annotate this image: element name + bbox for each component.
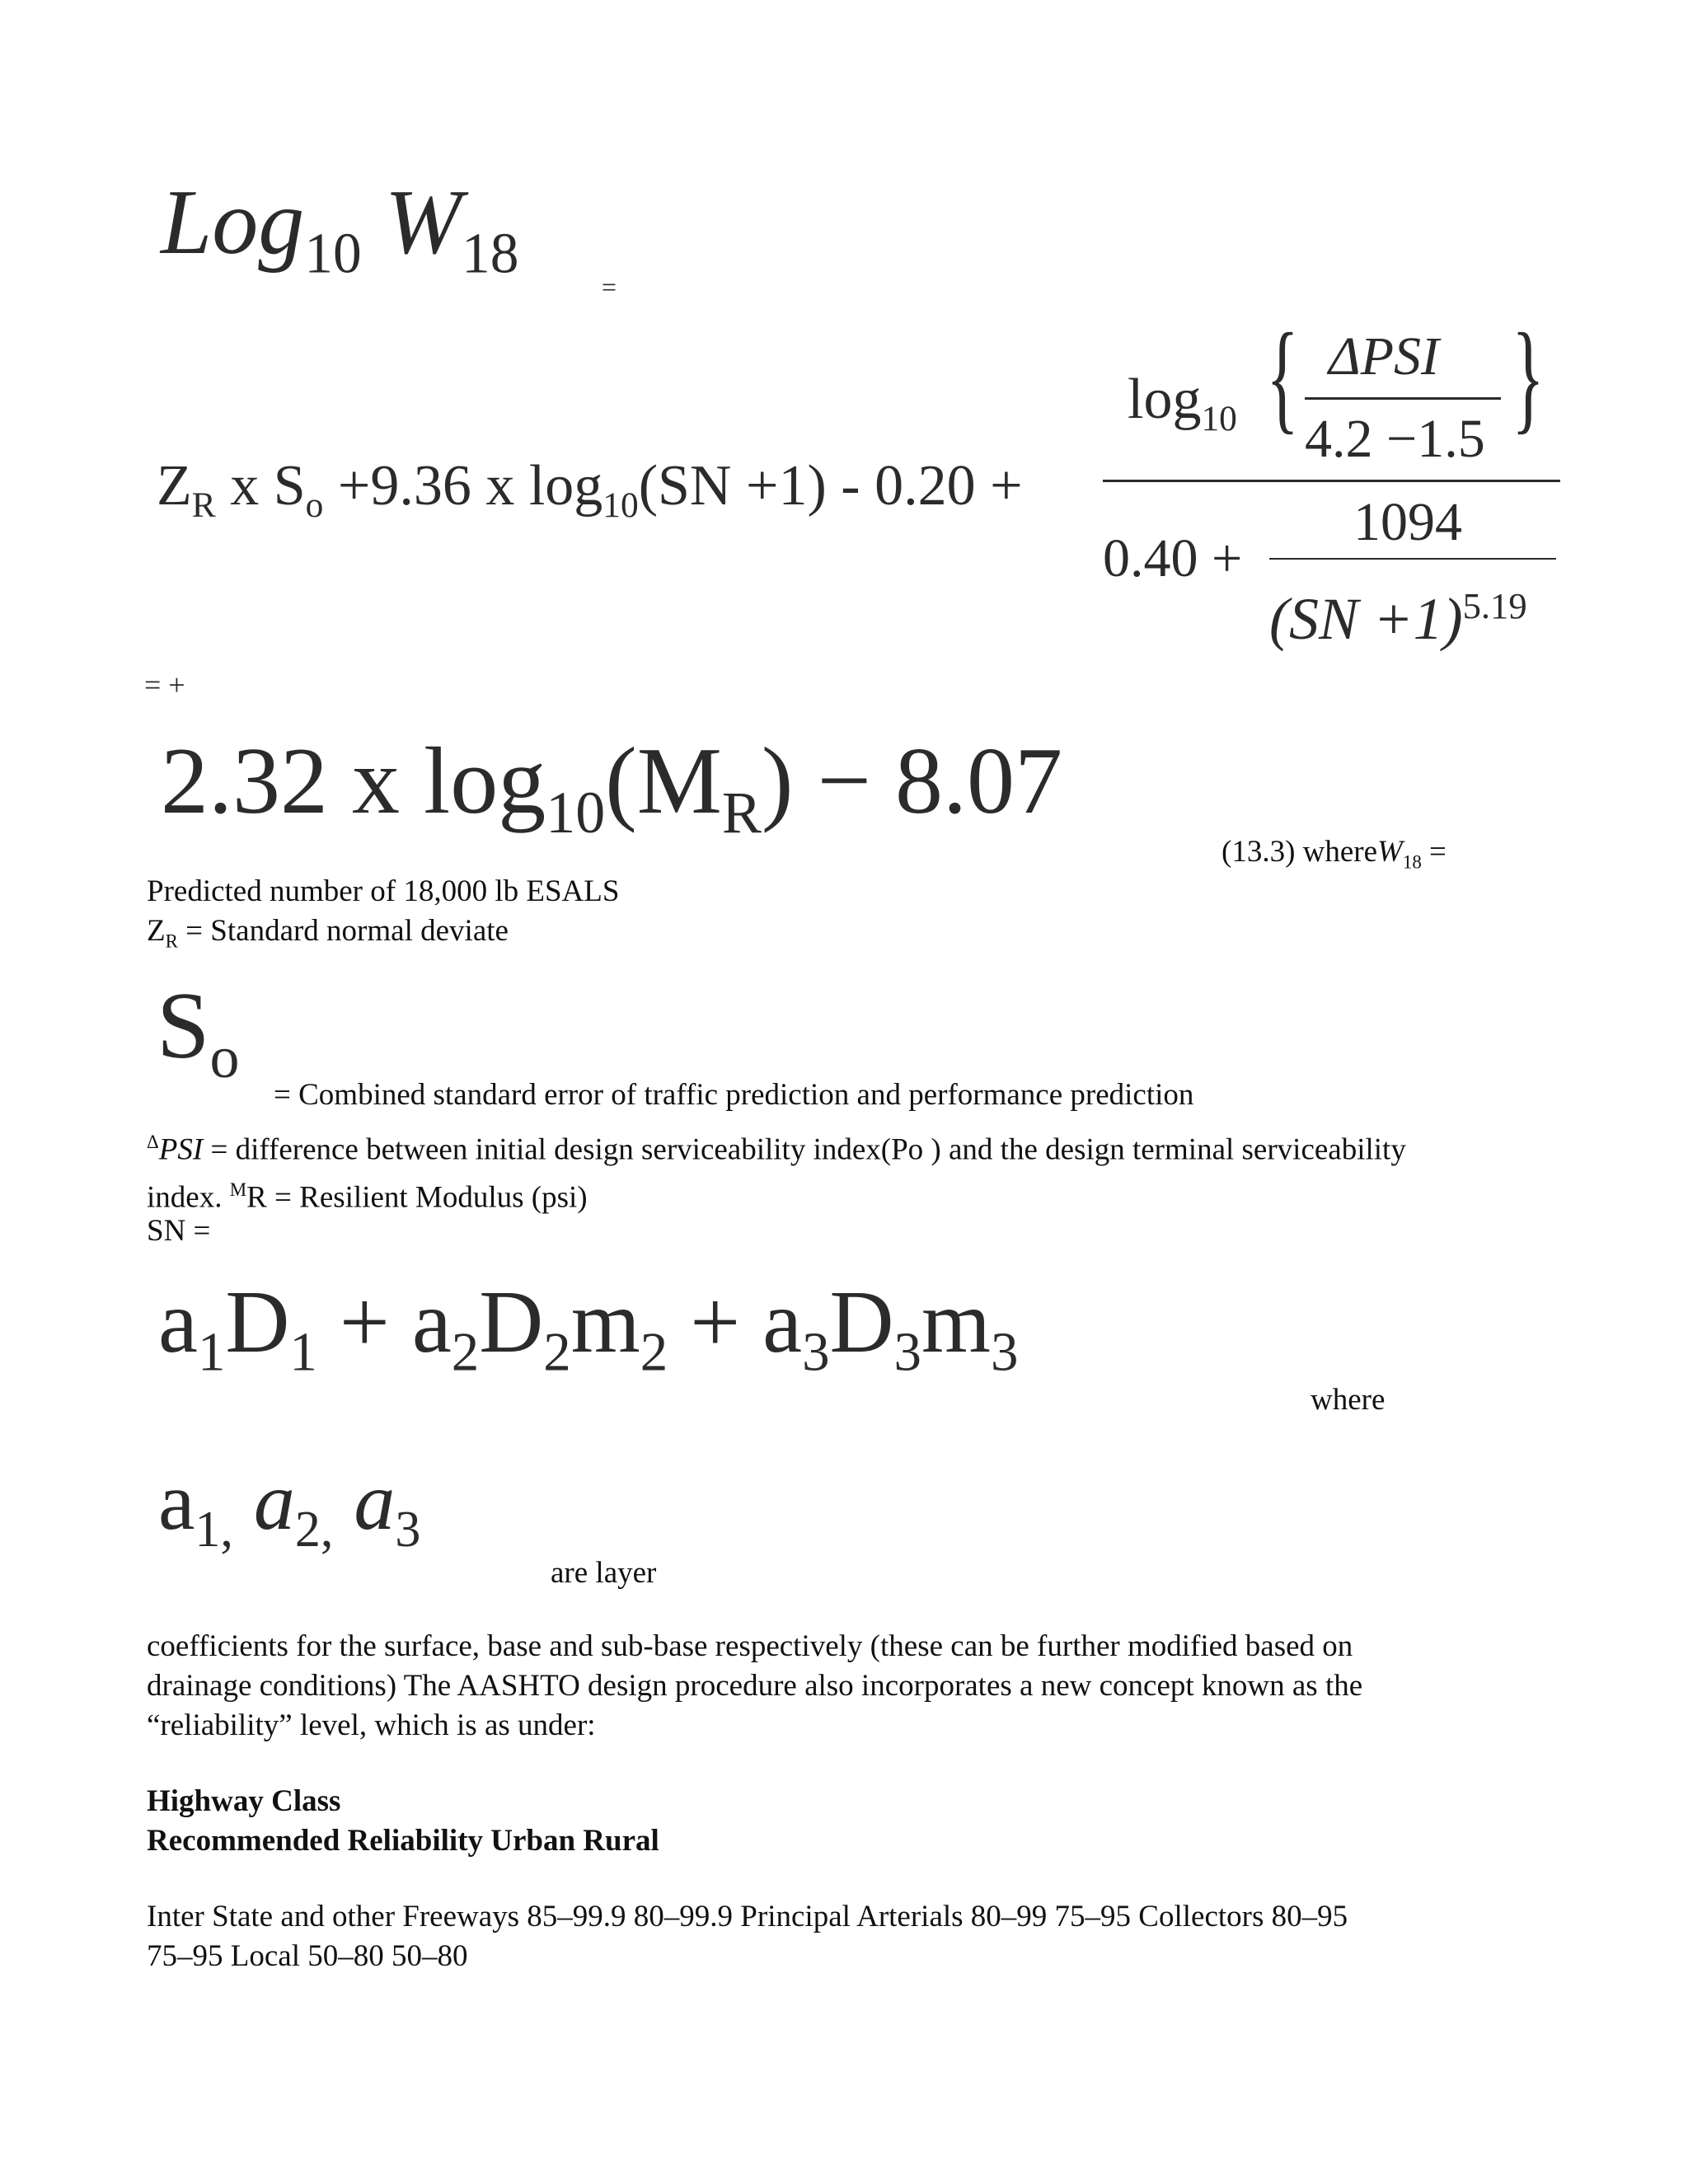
log-subscript: 10 [603, 485, 639, 525]
paragraph-line1: coefficients for the surface, base and sub-base respectively (these can be further modified based on [147, 1629, 1353, 1663]
log-label: Log [161, 171, 305, 274]
delta-psi: ΔPSI [1329, 326, 1440, 387]
equation-number: (13.3) whereW$_{18}$ = [1221, 835, 1447, 873]
z-symbol: Z [157, 454, 192, 518]
continuation-operator: = + [144, 668, 185, 701]
small-denominator: (SN +1)$^{5.19}$ [1269, 585, 1527, 652]
definition-psi: $^\Delta$PSI = difference between initial design serviceability index(Po ) and the design terminal serviceability [147, 1132, 1406, 1167]
table-heading-reliability: Recommended Reliability Urban Rural [147, 1824, 659, 1858]
log-base: 10 [304, 222, 362, 286]
coef-after: are layer [551, 1556, 657, 1590]
definition-mr: index. $^M$R = Resilient Modulus (psi) [147, 1179, 588, 1215]
table-body-line1: Inter State and other Freeways 85–99.9 80–99.9 Principal Arterials 80–99 75–95 Collectors 80–95 [147, 1900, 1348, 1933]
w-symbol: W [384, 171, 462, 274]
definition-so: = Combined standard error of traffic prediction and performance prediction [274, 1078, 1194, 1112]
paragraph-line2: drainage conditions) The AASHTO design procedure also incorporates a new concept known as the [147, 1669, 1363, 1703]
table-heading-class: Highway Class [147, 1784, 341, 1818]
term-rest: +9.36 x log [337, 454, 603, 518]
w-subscript: 18 [462, 222, 519, 286]
z-subscript: R [191, 485, 216, 525]
small-fraction-line [1269, 558, 1556, 560]
equation-lhs [161, 169, 518, 307]
x-symbol: x [230, 454, 260, 518]
inner-fraction-line [1305, 397, 1501, 400]
sn-equation: $a_1D_1 + a_2D_2m_2 + a_3D_3m_3$ [158, 1273, 1019, 1383]
definition-w18: Predicted number of 18,000 lb ESALS [147, 874, 620, 908]
paragraph-line3: “reliability” level, which is as under: [147, 1708, 596, 1742]
fraction-numerator-log: $\log_{10}$ [1128, 368, 1237, 438]
equation-term1 [157, 449, 1023, 542]
s-subscript: o [305, 485, 324, 525]
small-numerator: 1094 [1353, 492, 1462, 552]
coef-symbols: $a_{1,}$ $a_{2,}$ $a_3$ [158, 1455, 421, 1558]
sn-where: where [1311, 1383, 1386, 1417]
s-symbol: S [273, 454, 306, 518]
term-tail: (SN +1) - 0.20 + [638, 454, 1023, 518]
right-brace-icon: } [1512, 308, 1545, 445]
table-body-line2: 75–95 Local 50–80 50–80 [147, 1939, 468, 1973]
inner-denominator: 4.2 −1.5 [1305, 409, 1485, 469]
definition-sn: SN = [147, 1214, 211, 1248]
main-fraction-line [1103, 480, 1560, 482]
equation-line3: 2.32 x $\log_{10}(M_R) - 8.07$ [161, 729, 1062, 846]
so-symbol: $S_o$ [157, 973, 240, 1091]
denominator-left: 0.40 + [1103, 528, 1243, 588]
definition-zr: $Z_R$ = Standard normal deviate [147, 914, 509, 952]
lhs-equals: = [602, 272, 617, 302]
left-brace-icon: { [1266, 308, 1299, 445]
